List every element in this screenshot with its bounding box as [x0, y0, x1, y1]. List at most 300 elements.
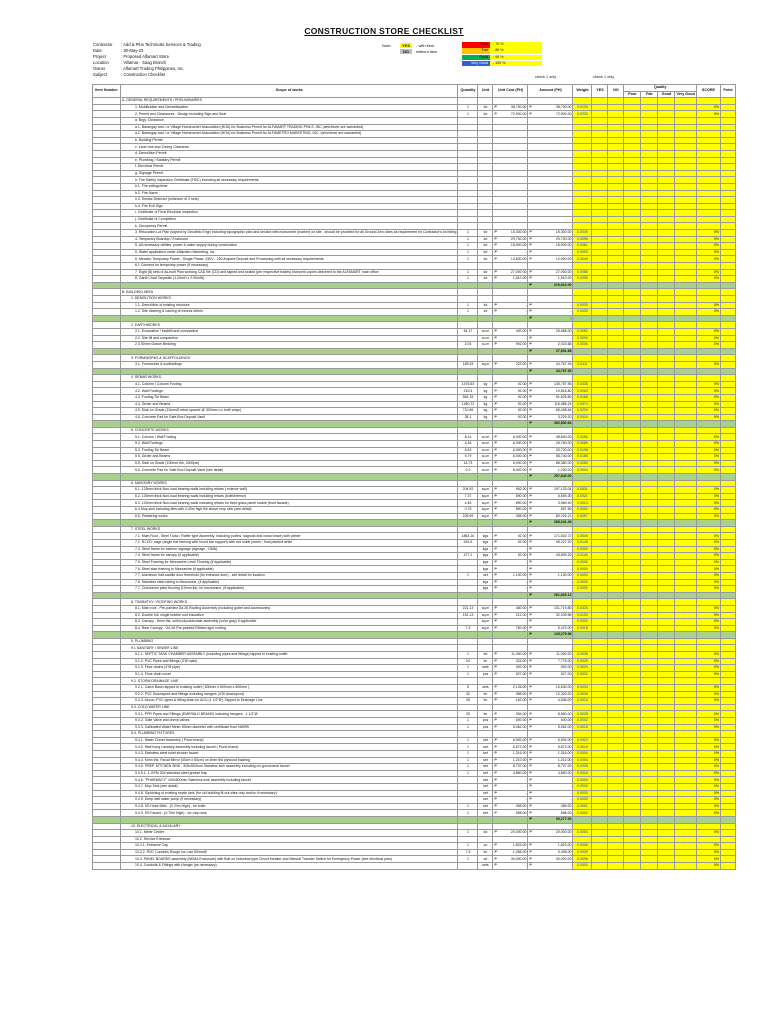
- point-cell: [720, 731, 735, 738]
- amount-cell: ₱ 1,200.00: [529, 467, 572, 472]
- score-cell: 0%: [696, 572, 720, 579]
- check-cell: [675, 737, 696, 744]
- point-cell: [720, 678, 735, 685]
- unit-cost-cell: ₱ 2,126.00: [494, 685, 527, 690]
- table-row: [93, 572, 736, 579]
- score-cell: [696, 526, 720, 533]
- scope-cell: 7.7. Aluminum half-saddle door threshold (for entrance door) - see detail for location: [121, 572, 458, 579]
- check-cell: [592, 612, 608, 619]
- weight-cell: 0.0000: [573, 586, 592, 593]
- weight-cell: [573, 731, 592, 738]
- peso-sign: ₱: [494, 381, 497, 386]
- check-cell: [658, 803, 675, 810]
- check-cell: [592, 803, 608, 810]
- peso-sign: ₱: [494, 104, 497, 109]
- scope-cell: 7.6. Steel stair framing to Mezzanine (if applicable): [121, 566, 458, 573]
- check-cell: [592, 698, 608, 705]
- weight-cell: [573, 322, 592, 329]
- point-cell: [720, 150, 735, 157]
- check-cell: [641, 117, 658, 124]
- check-cell: [658, 579, 675, 586]
- peso-sign: ₱: [494, 513, 497, 518]
- peso-sign: ₱: [529, 276, 532, 281]
- quantity-cell: [458, 170, 478, 177]
- item-number-cell: [93, 579, 121, 586]
- score-cell: 0%: [696, 256, 720, 263]
- check-cell: [608, 605, 624, 612]
- amount-cell: ₱ 15,300.00: [529, 230, 572, 235]
- check-cell: [592, 843, 608, 850]
- score-cell: 0%: [696, 777, 720, 784]
- peso-sign: ₱: [494, 401, 497, 406]
- quantity-cell: 1: [458, 737, 478, 744]
- item-number-cell: [93, 797, 121, 804]
- unit-cost-cell: [493, 355, 528, 362]
- unit-cost-cell: [493, 480, 528, 487]
- amount-cell: ₱ 1,100.00: [529, 573, 572, 578]
- check-cell: [608, 513, 624, 520]
- check-cell: [658, 737, 675, 744]
- peso-sign: ₱: [529, 533, 532, 538]
- check-cell: [641, 711, 658, 718]
- quantity-cell: 1: [458, 830, 478, 837]
- peso-sign: ₱: [529, 579, 532, 584]
- unit-cost-cell: [493, 823, 528, 830]
- unit-cost-cell: [493, 315, 528, 322]
- check-cell: [658, 843, 675, 850]
- score-cell: 0%: [696, 328, 720, 335]
- peso-sign: ₱: [529, 269, 532, 274]
- check-cell: [675, 823, 696, 830]
- point-cell: [720, 777, 735, 784]
- point-cell: [720, 98, 735, 105]
- check-cell: [641, 698, 658, 705]
- peso-sign: ₱: [494, 243, 497, 248]
- check-cell: [658, 355, 675, 362]
- table-row: [93, 750, 736, 757]
- amount-cell: ₱ 527.00: [529, 672, 572, 677]
- peso-sign: ₱: [494, 553, 497, 558]
- check-cell: [592, 599, 608, 606]
- check-cell: [658, 375, 675, 382]
- amount-cell: ₱ -: [529, 777, 572, 782]
- point-cell: [720, 744, 735, 751]
- scope-cell: 9.4.3. Stainless steel toilet shower faucet: [121, 750, 458, 757]
- check-cell: [592, 361, 608, 368]
- check-cell: [675, 117, 696, 124]
- unit-cost-cell: ₱ -: [494, 790, 527, 795]
- check-cell: [624, 150, 641, 157]
- check-cell: [624, 216, 641, 223]
- weight-cell: [573, 150, 592, 157]
- check-cell: [641, 335, 658, 342]
- unit-cost-cell: ₱ -: [494, 797, 527, 802]
- peso-sign: ₱: [529, 559, 532, 564]
- empty-cell: [720, 474, 735, 481]
- check-cell: [624, 177, 641, 184]
- check-cell: [641, 414, 658, 421]
- scope-cell: [121, 592, 458, 599]
- weight-cell: 0.0209: [573, 408, 592, 415]
- check-cell: [608, 797, 624, 804]
- quantity-cell: 64.17: [458, 328, 478, 335]
- empty-cell: [720, 816, 735, 823]
- peso-sign: ₱: [494, 790, 497, 795]
- check-cell: [592, 243, 608, 250]
- scope-cell: h.2. Fire Alarm: [121, 190, 458, 197]
- peso-sign: ₱: [494, 764, 497, 769]
- item-number-cell: [93, 698, 121, 705]
- check-cell: [641, 249, 658, 256]
- point-cell: [720, 856, 735, 863]
- point-cell: [720, 559, 735, 566]
- unit-cell: [478, 421, 493, 428]
- quantity-cell: [458, 579, 478, 586]
- subtotal-row: [93, 632, 736, 639]
- table-row: [93, 137, 736, 144]
- check-cell: [658, 197, 675, 204]
- table-row: [93, 625, 736, 632]
- quantity-cell: 1280.72: [458, 401, 478, 408]
- weight-cell: 0.0013: [573, 500, 592, 507]
- scope-cell: 9.3. COLD WATER LINE: [121, 704, 458, 711]
- point-cell: [720, 441, 735, 448]
- check-cell: [675, 718, 696, 725]
- check-cell: [624, 579, 641, 586]
- quantity-cell: [458, 177, 478, 184]
- peso-sign: ₱: [494, 269, 497, 274]
- score-cell: 0%: [696, 790, 720, 797]
- empty-cell: [720, 348, 735, 355]
- quantity-cell: 4.46: [458, 441, 478, 448]
- check-cell: [675, 381, 696, 388]
- check-cell: [641, 256, 658, 263]
- point-cell: [720, 216, 735, 223]
- check-cell: [608, 236, 624, 243]
- peso-sign: ₱: [529, 434, 532, 439]
- check-cell: [592, 625, 608, 632]
- unit-cost-cell: [493, 289, 528, 296]
- check-cell: [675, 685, 696, 692]
- item-number-cell: [93, 124, 121, 131]
- scope-cell: 1.1. Demolition of existing structure: [121, 302, 458, 309]
- quantity-cell: 710.96: [458, 408, 478, 415]
- unit-cost-cell: ₱ 890.00: [494, 507, 527, 512]
- point-cell: [720, 566, 735, 573]
- check-cell: [624, 810, 641, 817]
- unit-cost-cell: ₱ 92.00: [494, 540, 527, 545]
- check-cell: [658, 553, 675, 560]
- check-cell: [675, 124, 696, 131]
- peso-sign: ₱: [529, 401, 532, 406]
- table-row: [93, 533, 736, 540]
- quantity-cell: 2.04: [458, 342, 478, 349]
- item-number-cell: [93, 98, 121, 105]
- table-row: [93, 744, 736, 751]
- scope-cell: a.1. Barangay and / or Village Homeowner Association (HOA) for Business Permit for ALFAMART TRADING PHILS. INC (whichever are warranted): [121, 124, 458, 131]
- unit-cell: kgs: [478, 533, 493, 540]
- check-cell: [608, 764, 624, 771]
- check-cell: [658, 144, 675, 151]
- check-cell: [624, 513, 641, 520]
- item-number-cell: [93, 447, 121, 454]
- peso-sign: ₱: [494, 770, 497, 775]
- check-cell: [675, 104, 696, 111]
- unit-cell: kg: [478, 414, 493, 421]
- check-cell: [624, 447, 641, 454]
- unit-cell: [478, 322, 493, 329]
- check-cell: [624, 434, 641, 441]
- amount-cell: [528, 150, 573, 157]
- col-no: NO: [608, 85, 624, 98]
- point-cell: [720, 381, 735, 388]
- amount-cell: ₱ 600.00: [529, 718, 572, 723]
- unit-cost-cell: ₱ 92.00: [494, 388, 527, 393]
- scope-cell: 8. TINSMITHY / ROOFING WORKS: [121, 599, 458, 606]
- unit-cell: [478, 704, 493, 711]
- info-value: : Villamar - Saag Branch: [121, 60, 167, 66]
- check-cell: [592, 104, 608, 111]
- check-cell: [641, 144, 658, 151]
- subtotal-amount: ₱ -: [529, 315, 572, 320]
- check-cell: [592, 289, 608, 296]
- unit-cost-cell: [493, 282, 528, 289]
- check-cell: [658, 757, 675, 764]
- info-key: Subject: [93, 72, 107, 78]
- point-cell: [720, 408, 735, 415]
- item-number-cell: [93, 724, 121, 731]
- score-cell: [696, 296, 720, 303]
- amount-cell: ₱ -: [529, 586, 572, 591]
- table-row: [93, 539, 736, 546]
- amount-cell: [528, 322, 573, 329]
- quantity-cell: 221.13: [458, 605, 478, 612]
- point-cell: [720, 460, 735, 467]
- weight-cell: 0.0000: [573, 797, 592, 804]
- check-cell: [592, 797, 608, 804]
- quantity-cell: 1: [458, 276, 478, 283]
- unit-cell: [478, 823, 493, 830]
- check-cell: [658, 137, 675, 144]
- table-row: [93, 605, 736, 612]
- unit-cell: pc: [478, 843, 493, 850]
- unit-cell: [478, 520, 493, 527]
- check-cell: [641, 236, 658, 243]
- check-cell: [592, 183, 608, 190]
- amount-cell: [528, 131, 573, 138]
- check-cell: [675, 427, 696, 434]
- unit-cost-cell: [493, 216, 528, 223]
- check-cell: [641, 381, 658, 388]
- weight-cell: 0.0000: [573, 559, 592, 566]
- check-cell: [658, 546, 675, 553]
- check-cell: [658, 223, 675, 230]
- info-value: : Proposed Alfamart Store: [121, 54, 169, 60]
- check-cell: [608, 335, 624, 342]
- check-cell: [641, 685, 658, 692]
- subtotal-row: [93, 348, 736, 355]
- unit-cost-cell: [493, 131, 528, 138]
- amount-cell: [528, 117, 573, 124]
- score-cell: 0%: [696, 276, 720, 283]
- subtotal-row: [93, 592, 736, 599]
- unit-cell: kg: [478, 381, 493, 388]
- check-cell: [608, 539, 624, 546]
- peso-sign: ₱: [529, 817, 532, 822]
- peso-sign: ₱: [529, 546, 532, 551]
- point-cell: [720, 177, 735, 184]
- check-cell: [592, 559, 608, 566]
- scope-cell: [121, 632, 458, 639]
- amount-cell: [528, 836, 573, 843]
- weight-cell: [573, 203, 592, 210]
- check-cell: [658, 394, 675, 401]
- item-number-cell: [93, 427, 121, 434]
- quantity-cell: [458, 586, 478, 593]
- peso-sign: ₱: [529, 236, 532, 241]
- empty-cell: [720, 632, 735, 639]
- scope-cell: A. GENERAL REQUIREMENTS / PRELIMINARIES: [121, 98, 458, 105]
- quantity-cell: [458, 315, 478, 322]
- check-cell: [675, 335, 696, 342]
- amount-cell: ₱ 116,986.24: [529, 401, 572, 406]
- check-cell: [592, 401, 608, 408]
- empty-cell: [641, 315, 658, 322]
- point-cell: [720, 652, 735, 659]
- point-cell: [720, 190, 735, 197]
- info-value: : Alfamart Trading Philippines, Inc.: [121, 66, 185, 72]
- check-cell: [624, 408, 641, 415]
- check-cell: [608, 803, 624, 810]
- unit-cost-cell: ₱ 6,000.00: [494, 454, 527, 459]
- unit-cell: cu.m: [478, 441, 493, 448]
- score-cell: 0%: [696, 553, 720, 560]
- empty-cell: [675, 421, 696, 428]
- check-cell: [608, 117, 624, 124]
- unit-cost-cell: ₱ -: [494, 250, 527, 255]
- check-cell: [658, 625, 675, 632]
- weight-cell: 0.0025: [573, 658, 592, 665]
- quantity-cell: 1: [458, 770, 478, 777]
- unit-cell: set: [478, 764, 493, 771]
- item-number-cell: [93, 790, 121, 797]
- check-cell: [592, 619, 608, 626]
- score-cell: 0%: [696, 711, 720, 718]
- check-cell: [658, 863, 675, 870]
- empty-cell: [720, 421, 735, 428]
- unit-cost-cell: ₱ 12,600.00: [494, 256, 527, 261]
- score-cell: 0%: [696, 243, 720, 250]
- check-cell: [624, 856, 641, 863]
- quantity-cell: [458, 335, 478, 342]
- peso-sign: ₱: [494, 546, 497, 551]
- point-cell: [720, 230, 735, 237]
- empty-cell: [675, 816, 696, 823]
- point-cell: [720, 665, 735, 672]
- peso-sign: ₱: [529, 395, 532, 400]
- check-cell: [608, 170, 624, 177]
- unit-cell: [478, 223, 493, 230]
- unit-cost-cell: [493, 150, 528, 157]
- check-cell: [675, 487, 696, 494]
- item-number-cell: [93, 480, 121, 487]
- score-cell: [696, 197, 720, 204]
- amount-cell: ₱ 18,900.00: [529, 243, 572, 248]
- weight-cell: 0.0016: [573, 724, 592, 731]
- quantity-cell: 1: [458, 249, 478, 256]
- check-cell: [658, 652, 675, 659]
- scope-cell: 8. Gantt Chart Tarpaulin (1.00mH x 2.00mW): [121, 276, 458, 283]
- check-cell: [675, 513, 696, 520]
- peso-sign: ₱: [494, 784, 497, 789]
- quantity-cell: [458, 520, 478, 527]
- quantity-cell: [458, 790, 478, 797]
- peso-sign: ₱: [494, 507, 497, 512]
- unit-cost-cell: [493, 678, 528, 685]
- check-cell: [608, 131, 624, 138]
- amount-cell: [528, 638, 573, 645]
- peso-sign: ₱: [529, 652, 532, 657]
- peso-sign: ₱: [529, 230, 532, 235]
- unit-cost-cell: ₱ -: [494, 784, 527, 789]
- table-row: [93, 124, 736, 131]
- peso-sign: ₱: [494, 487, 497, 492]
- score-cell: 0%: [696, 783, 720, 790]
- check-cell: [592, 731, 608, 738]
- check-cell: [608, 394, 624, 401]
- amount-cell: ₱ 197,133.04: [529, 487, 572, 492]
- weight-cell: 0.0000: [573, 783, 592, 790]
- check-cell: [675, 810, 696, 817]
- scope-cell: 9.4.9. Deep well water pump (if necessary): [121, 797, 458, 804]
- scope-cell: 9.4.9. SS Faucet - (0.70m High) - for mop sink: [121, 810, 458, 817]
- quantity-cell: 1: [458, 104, 478, 111]
- empty-cell: [608, 520, 624, 527]
- scope-cell: [121, 348, 458, 355]
- check-cell: [608, 685, 624, 692]
- amount-cell: ₱ 6,559.30: [529, 494, 572, 498]
- unit-cost-cell: ₱ 92.00: [494, 381, 527, 386]
- quantity-cell: [458, 592, 478, 599]
- check-cell: [592, 783, 608, 790]
- score-cell: 0%: [696, 843, 720, 850]
- point-cell: [720, 797, 735, 804]
- point-cell: [720, 836, 735, 843]
- item-number-cell: [93, 183, 121, 190]
- check-cell: [658, 328, 675, 335]
- unit-cell: [478, 210, 493, 217]
- empty-cell: [641, 368, 658, 375]
- table-row: [93, 296, 736, 303]
- quantity-cell: 1475.63: [458, 381, 478, 388]
- scope-cell: 4. Temporary Boardup / Enclosure: [121, 236, 458, 243]
- unit-cell: sq.m: [478, 605, 493, 612]
- unit-cell: kg: [478, 401, 493, 408]
- scope-cell: 9.4.8. Siphoning of existing septic tank (for old building fit-out sites only and/or if necessary): [121, 790, 458, 797]
- check-cell: [592, 269, 608, 276]
- item-number-cell: [93, 843, 121, 850]
- score-cell: 0%: [696, 737, 720, 744]
- point-cell: [720, 335, 735, 342]
- check-cell: [641, 394, 658, 401]
- point-cell: [720, 223, 735, 230]
- check-cell: [624, 381, 641, 388]
- point-cell: [720, 526, 735, 533]
- peso-sign: ₱: [529, 672, 532, 677]
- check-cell: [658, 230, 675, 237]
- check-cell: [675, 394, 696, 401]
- quantity-cell: 1: [458, 302, 478, 309]
